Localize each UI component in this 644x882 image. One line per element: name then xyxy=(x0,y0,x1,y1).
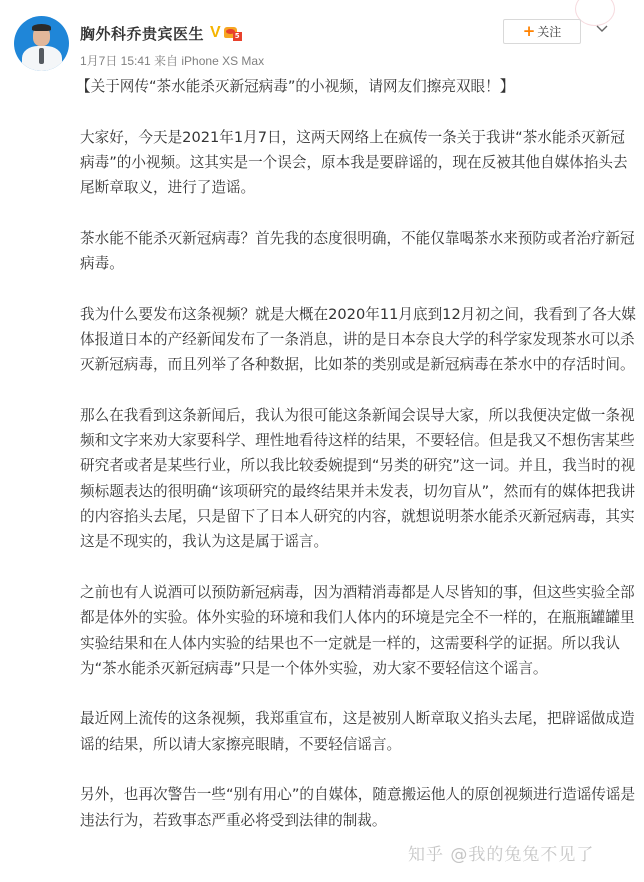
paragraph: 茶水能不能杀灭新冠病毒？首先我的态度很明确，不能仅靠喝茶水来预防或者治疗新冠病毒。 xyxy=(80,229,635,273)
paragraph: 最近网上流传的这条视频，我郑重宣布，这是被别人断章取义掐头去尾，把辟谣做成造谣的结果，所以请大家擦亮眼睛，不要轻信谣言。 xyxy=(80,710,635,753)
follow-button[interactable] xyxy=(503,19,581,44)
post-meta: 1月7日 15:41 来自 iPhone XS Max xyxy=(80,54,265,68)
verified-v-icon: V xyxy=(210,24,221,41)
paragraph: 我为什么要发布这条视频？就是大概在2020年11月底到12月初之间，我看到了各大媒体报道日本的产经新闻发布了一条消息，讲的是日本奈良大学的科学家发现茶水可以杀灭新冠病毒，而且列举了各种数据，比如茶的类别或是新冠病毒在茶水中的存活时间。 xyxy=(80,305,636,374)
avatar[interactable] xyxy=(14,16,69,71)
paragraph: 之前也有人说酒可以预防新冠病毒，因为酒精消毒都是人尽皆知的事，但这些实验全部都是体外的实验。体外实验的环境和我们人体内的环境是完全不一样的，在瓶瓶罐罐里实验结果和在人体内实验的结果也不一定就是一样的，这需要科学的证据。所以我认为“茶水能杀灭新冠病毒”只是一个体外实验，劝大家不要轻信这个谣言。 xyxy=(80,583,635,677)
paragraph: 大家好，今天是2021年1月7日，这两天网络上在疯传一条关于我讲“茶水能杀灭新冠病毒”的小视频。这其实是一个误会，原本我是要辟谣的，现在反被其他自媒体掐头去尾断章取义，进行了造谣。 xyxy=(80,128,628,197)
chevron-down-icon[interactable] xyxy=(596,22,608,34)
watermark-stamp-icon xyxy=(575,0,615,26)
avatar-hair xyxy=(32,24,51,31)
follow-label: 关注 xyxy=(537,25,562,39)
paragraph: 那么在我看到这条新闻后，我认为很可能这条新闻会误导大家，所以我便决定做一条视频和文字来劝大家要科学、理性地看待这样的结果，不要轻信。但是我又不想伤害某些研究者或者是某些行业，所以我比较委婉提到“另类的研究”这一词。并且，我当时的视频标题表达的很明确“该项研究的最终结果并未发表，切勿盲从”，然而有的媒体把我讲的内容掐头去尾，只是留下了日本人研究的内容，就想说明茶水能杀灭新冠病毒，其实这是不现实的，我认为这是属于谣言。 xyxy=(80,406,636,551)
member-level: 5 xyxy=(233,32,242,41)
post-body xyxy=(76,74,636,833)
author-row xyxy=(80,22,242,44)
plus-icon: + xyxy=(522,22,536,40)
zhihu-watermark: 知乎 @我的兔兔不见了 xyxy=(408,845,595,865)
author-name[interactable]: 胸外科乔贵宾医生 xyxy=(80,24,205,43)
post-title: 【关于网传“茶水能杀灭新冠病毒”的小视频，请网友们擦亮双眼！】 xyxy=(76,78,515,95)
avatar-tie xyxy=(39,48,44,64)
paragraph: 另外，也再次警告一些“别有用心”的自媒体，随意搬运他人的原创视频进行造谣传谣是违法行为，若致事态严重必将受到法律的制裁。 xyxy=(80,786,636,829)
member-crown-icon xyxy=(224,25,242,41)
